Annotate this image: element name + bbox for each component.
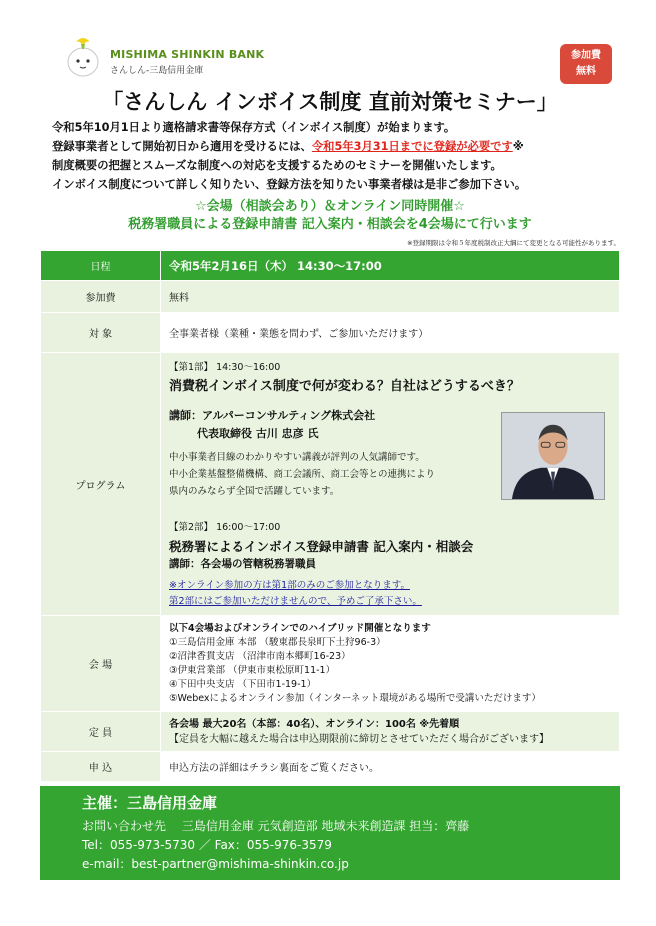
row-date: [41, 251, 620, 281]
hybrid-line-2: 税務署職員による登録申請書 記入案内・相談会を4会場にて行います: [128, 217, 532, 232]
lecturer-description: [169, 449, 499, 500]
part1-heading: 【第1部】 14:30～16:00: [169, 362, 281, 373]
registration-deadline: 令和5年3月31日までに登録が必要です: [311, 140, 513, 153]
intro-line-2-pre: 登録事業者として開始初日から適用を受けるには、: [52, 140, 312, 153]
target-label: 対 象: [41, 313, 161, 353]
seminar-title: 「さんしん インボイス制度 直前対策セミナー」: [102, 90, 558, 114]
contact-dept: お問い合わせ先 三島信用金庫 元気創造部 地域未来創造課 担当：齊藤: [82, 819, 470, 833]
target-value: 全事業者様（業種・業態を問わず、ご参加いただけます）: [161, 313, 620, 353]
seminar-info-table: [40, 250, 620, 782]
venue-item: ②沼津香貫支店 （沼津市南本郷町16-23）: [169, 650, 351, 662]
online-note-2: 第2部にはご参加いただけませんので、予めご了承下さい。: [169, 596, 422, 607]
capacity-line-2: 【定員を大幅に越えた場合は申込期限前に締切とさせていただく場合がございます】: [169, 733, 549, 745]
hybrid-line-1: ☆会場（相談会あり）＆オンライン同時開催☆: [195, 199, 465, 214]
venue-item: ③伊東営業部 （伊東市東松原町11-1）: [169, 664, 336, 676]
lecturer-photo: [501, 412, 605, 500]
venue-item: ⑤Webexによるオンライン参加（インターネット環境がある場所で受講いただけます）: [169, 692, 541, 704]
intro-line-1: 令和5年10月1日より適格請求書等保存方式（インボイス制度）が始まります。: [52, 121, 456, 134]
brand-name-en: MISHIMA SHINKIN BANK: [110, 48, 265, 61]
contact-email: e-mail：best-partner@mishima-shinkin.co.jp: [82, 857, 349, 871]
online-participation-note: [169, 578, 422, 610]
program-label: プログラム: [41, 353, 161, 616]
fee-label: 参加費: [41, 281, 161, 313]
lecturer-name: 代表取締役 古川 忠彦 氏: [197, 427, 319, 440]
part1-title: 消費税インボイス制度で何が変わる？自社はどうするべき？: [169, 379, 520, 394]
intro-text: [52, 118, 612, 194]
brand-name-jp: さんしん-三島信用金庫: [110, 66, 204, 76]
contact-tel-fax: Tel：055-973-5730 ／ Fax：055-976-3579: [82, 838, 332, 852]
online-note-1: ※オンライン参加の方は第1部のみのご参加となります。: [169, 580, 410, 591]
row-fee: [41, 281, 620, 313]
hybrid-announcement: [30, 198, 630, 234]
capacity-label: 定 員: [41, 712, 161, 752]
capacity-cell: [161, 712, 620, 752]
intro-line-2-post: ※: [512, 140, 524, 153]
venue-item: ①三島信用金庫 本部 （駿東郡長泉町下土狩96-3）: [169, 636, 386, 648]
program-cell: [161, 353, 620, 616]
badge-line-2: 無料: [576, 66, 596, 77]
part2-heading: 【第2部】 16:00～17:00: [169, 522, 281, 533]
program-content: [161, 353, 619, 615]
organizer-footer: [40, 786, 620, 880]
part1-lecturer: [169, 407, 375, 443]
fee-value: 無料: [161, 281, 620, 313]
date-label: 日程: [41, 251, 161, 281]
venue-list: [161, 618, 619, 710]
row-apply: [41, 752, 620, 782]
row-target: [41, 313, 620, 353]
desc-line-2: 中小企業基盤整備機構、商工会議所、商工会等との連携により: [169, 469, 436, 480]
lecturer-company: 講師：アルパーコンサルティング株式会社: [169, 409, 376, 422]
venue-cell: [161, 616, 620, 712]
apply-label: 申 込: [41, 752, 161, 782]
intro-line-2: [52, 137, 612, 156]
date-value: 令和5年2月16日（木） 14:30～17:00: [161, 251, 620, 281]
capacity-text: [161, 713, 619, 751]
row-program: [41, 353, 620, 616]
venue-item: ④下田中央支店 （下田市1-19-1）: [169, 678, 317, 690]
part2-title: 税務署によるインボイス登録申請書 記入案内・相談会: [169, 539, 474, 554]
badge-line-1: 参加費: [571, 50, 601, 61]
part2-lecturer: 講師：各会場の管轄税務署職員: [169, 558, 316, 570]
desc-line-1: 中小事業者目線のわかりやすい講義が評判の人気講師です。: [169, 452, 425, 463]
desc-line-3: 県内のみならず全国で活躍しています。: [169, 486, 340, 497]
intro-line-4: インボイス制度について詳しく知りたい、登録方法を知りたい事業者様は是非ご参加下さい。: [52, 178, 527, 191]
mascot-logo-icon: [64, 36, 102, 78]
venue-lead: 以下4会場およびオンラインでのハイブリッド開催となります: [169, 622, 431, 634]
intro-line-3: 制度概要の把握とスムーズな制度への対応を支援するためのセミナーを開催いたします。: [52, 159, 502, 172]
venue-label: 会 場: [41, 616, 161, 712]
organizer-host: 主催：三島信用金庫: [82, 794, 218, 812]
row-capacity: [41, 712, 620, 752]
apply-value: 申込方法の詳細はチラシ裏面をご覧ください。: [161, 752, 620, 782]
row-venue: [41, 616, 620, 712]
deadline-footnote: ※登録期限は令和５年度税制改正大綱にて変更となる可能性があります。: [407, 239, 620, 247]
free-admission-badge: [560, 44, 612, 84]
capacity-line-1: 各会場 最大20名（本部：40名）、オンライン：100名 ※先着順: [169, 718, 460, 730]
